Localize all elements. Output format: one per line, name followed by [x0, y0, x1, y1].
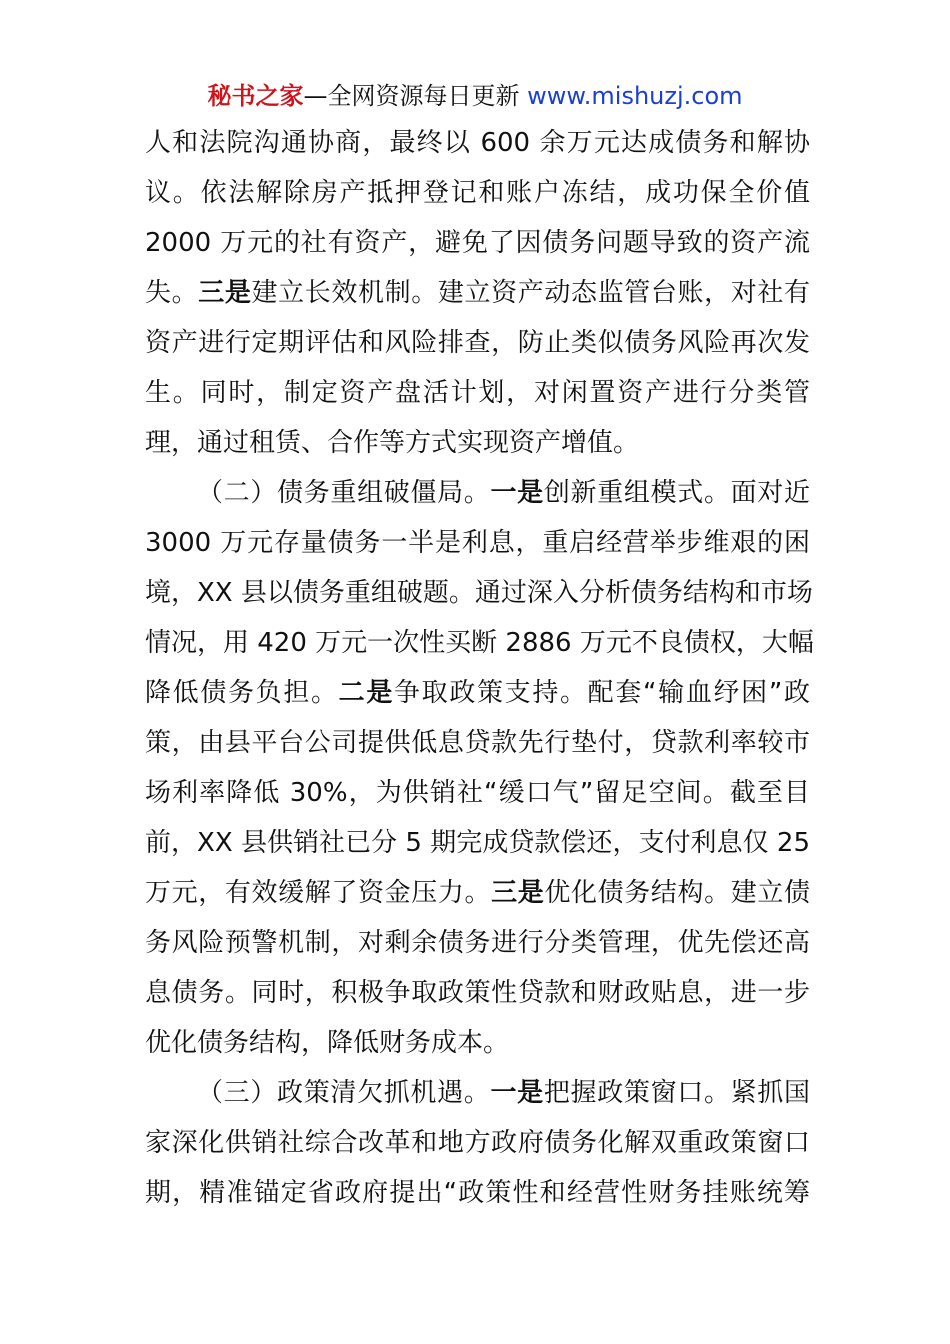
text-segment: 期，精准锚定省政府提出“政策性和经营性财务挂账统筹	[145, 1178, 810, 1208]
text-segment: 2000 万元的社有资产，避免了因债务问题导致的资产流	[145, 228, 810, 258]
text-line	[145, 568, 813, 618]
text-line	[145, 118, 810, 168]
text-line	[145, 618, 814, 668]
text-line	[145, 768, 810, 818]
text-line	[145, 268, 810, 318]
text-line	[145, 1018, 810, 1068]
text-line	[145, 1168, 810, 1218]
text-line	[145, 668, 810, 718]
text-segment: 万元，有效缓解了资金压力。	[145, 878, 492, 908]
bold-lead-phrase: 二是	[338, 678, 395, 708]
text-segment: 降低债务负担。	[145, 678, 339, 708]
text-segment: 家深化供销社综合改革和地方政府债务化解双重政策窗口	[145, 1128, 810, 1158]
text-line	[145, 818, 810, 868]
text-segment: 情况，用 420 万元一次性买断 2886 万元不良债权，大幅	[145, 628, 814, 658]
text-segment: 失。	[145, 278, 199, 308]
text-line	[145, 468, 810, 518]
text-line	[145, 1068, 810, 1118]
text-segment: 把握政策窗口。紧抓国	[543, 1078, 810, 1108]
text-segment: （三）政策清欠抓机遇。	[197, 1078, 491, 1108]
text-segment: 场利率降低 30%，为供销社“缓口气”留足空间。截至目	[145, 778, 810, 808]
text-segment: （二）债务重组破僵局。	[197, 478, 491, 508]
bold-lead-phrase: 一是	[490, 1078, 544, 1108]
bold-lead-phrase: 三是	[198, 278, 252, 308]
text-line	[145, 518, 810, 568]
text-line	[145, 1118, 810, 1168]
text-segment: 创新重组模式。面对近	[543, 478, 810, 508]
text-segment: 策，由县平台公司提供低息贷款先行垫付，贷款利率较市	[145, 728, 810, 758]
text-line	[145, 968, 810, 1018]
text-segment: 3000 万元存量债务一半是利息，重启经营举步维艰的困	[145, 528, 810, 558]
header-site-url: www.mishuzj.com	[527, 82, 743, 110]
text-segment: 人和法院沟通协商，最终以 600 余万元达成债务和解协	[145, 128, 810, 158]
text-segment: 务风险预警机制，对剩余债务进行分类管理，优先偿还高	[145, 928, 810, 958]
text-segment: 优化债务结构。建立债	[544, 878, 810, 908]
bold-lead-phrase: 三是	[491, 878, 545, 908]
text-segment: 资产进行定期评估和风险排查，防止类似债务风险再次发	[145, 328, 810, 358]
text-line	[145, 868, 810, 918]
document-body	[145, 118, 814, 1218]
text-segment: 生。同时，制定资产盘活计划，对闲置资产进行分类管	[145, 378, 810, 408]
text-segment: 优化债务结构，降低财务成本。	[145, 1028, 510, 1058]
header-brand: 秘书之家	[207, 82, 304, 110]
watermark-header	[0, 78, 950, 114]
header-tagline: —全网资源每日更新	[303, 82, 520, 110]
text-line	[145, 318, 810, 368]
text-segment: 息债务。同时，积极争取政策性贷款和财政贴息，进一步	[145, 978, 810, 1008]
text-line	[145, 218, 810, 268]
text-segment: 境，XX 县以债务重组破题。通过深入分析债务结构和市场	[145, 578, 813, 608]
text-segment: 建立长效机制。建立资产动态监管台账，对社有	[251, 278, 810, 308]
bold-lead-phrase: 一是	[490, 478, 544, 508]
text-line	[145, 168, 810, 218]
text-line	[145, 918, 810, 968]
text-line	[145, 368, 810, 418]
text-segment: 理，通过租赁、合作等方式实现资产增值。	[145, 428, 640, 458]
text-line	[145, 418, 810, 468]
text-line	[145, 718, 810, 768]
text-segment: 前，XX 县供销社已分 5 期完成贷款偿还，支付利息仅 25	[145, 828, 810, 858]
text-segment: 议。依法解除房产抵押登记和账户冻结，成功保全价值	[145, 178, 810, 208]
text-segment: 争取政策支持。配套“输血纾困”政	[394, 678, 810, 708]
